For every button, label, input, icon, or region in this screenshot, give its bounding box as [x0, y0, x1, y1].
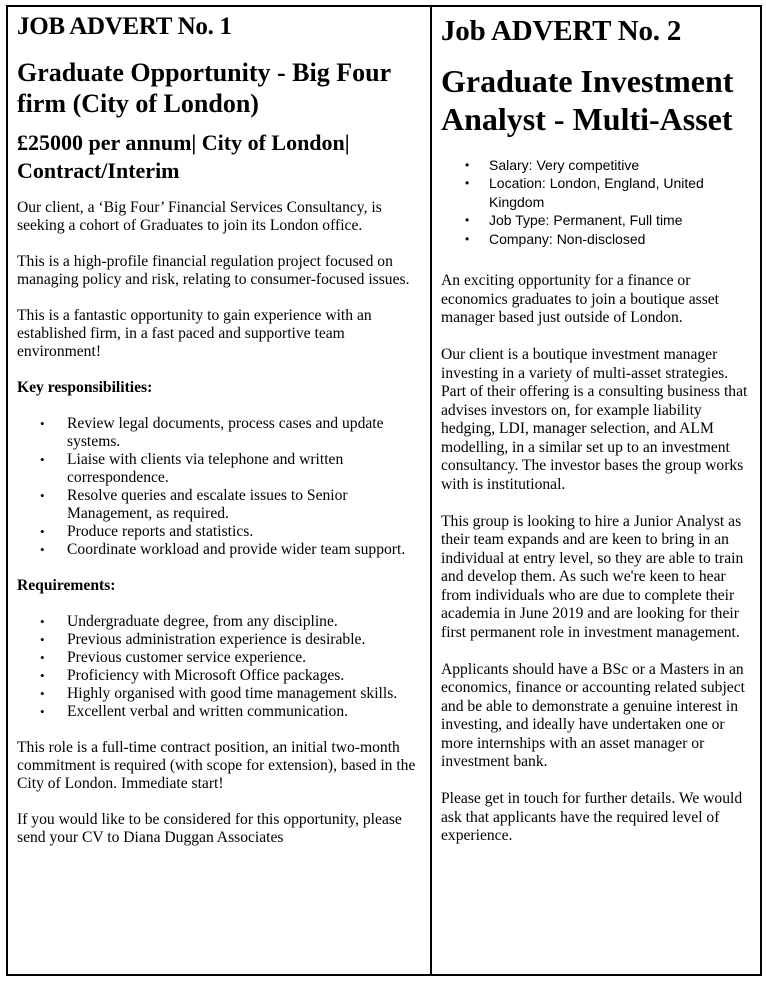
- bullet-icon: •: [465, 213, 470, 228]
- responsibilities-heading: Key responsibilities:: [17, 378, 153, 396]
- job-advert-1: [8, 7, 432, 974]
- list-item: [17, 667, 422, 685]
- job-fact-salary: [441, 156, 754, 175]
- list-item: [17, 649, 422, 667]
- description-paragraph: Please get in touch for further details. We would ask that applicants have the required level of experience.: [441, 790, 743, 845]
- bullet-icon: •: [40, 667, 45, 683]
- job-advert-2: [432, 7, 760, 974]
- bullet-icon: •: [465, 157, 470, 172]
- description-paragraph: This group is looking to hire a Junior Analyst as their team expands and are keen to bring in an individual at entry level, so they are able to train and develop them. As such we're keen to hear from individuals who are due to complete their academia in June 2019 and are looking for their first permanent role in investment management.: [441, 512, 744, 641]
- bullet-icon: •: [40, 487, 45, 503]
- job-fact-type: [441, 211, 754, 230]
- responsibilities-list: [17, 415, 422, 559]
- list-item-text: Review legal documents, process cases and update systems.: [67, 414, 384, 450]
- list-item-text: Highly organised with good time management skills.: [67, 684, 398, 702]
- list-item: [17, 613, 422, 631]
- bullet-icon: •: [40, 631, 45, 647]
- list-item-text: Undergraduate degree, from any discipline.: [67, 612, 338, 630]
- list-item-text: Previous customer service experience.: [67, 648, 307, 666]
- list-item: [17, 541, 422, 559]
- job-title: Graduate Investment Analyst - Multi-Asset: [441, 62, 734, 137]
- bullet-icon: •: [465, 231, 470, 246]
- job-fact-location: [441, 174, 754, 211]
- job-fact-company: [441, 230, 754, 249]
- list-item: [17, 523, 422, 541]
- intro-paragraph: This is a fantastic opportunity to gain experience with an established firm, in a fast paced and supportive team environment!: [17, 306, 372, 360]
- closing-paragraph: This role is a full-time contract position, an initial two-month commitment is required (with scope for extension), based in the City of London. Immediate start!: [17, 738, 416, 792]
- description-paragraph: Applicants should have a BSc or a Masters in an economics, finance or accounting related subject and be able to demonstrate a genuine interest in investing, and ideally have undertaken one or more internships with an asset manager or investment bank.: [441, 660, 745, 771]
- list-item-text: Excellent verbal and written communication.: [67, 702, 349, 720]
- list-item-text: Coordinate workload and provide wider team support.: [67, 540, 406, 558]
- bullet-icon: •: [40, 613, 45, 629]
- list-item: [17, 415, 422, 451]
- intro-paragraph: Our client, a ‘Big Four’ Financial Services Consultancy, is seeking a cohort of Graduates to join its London office.: [17, 198, 382, 234]
- requirements-list: [17, 613, 422, 721]
- list-item-text: Previous administration experience is desirable.: [67, 630, 366, 648]
- list-item: [17, 451, 422, 487]
- bullet-icon: •: [40, 685, 45, 701]
- bullet-icon: •: [40, 703, 45, 719]
- bullet-icon: •: [40, 415, 45, 431]
- requirements-heading: Requirements:: [17, 576, 116, 594]
- list-item-text: Location: London, England, United Kingdom: [489, 175, 704, 210]
- list-item: [17, 703, 422, 721]
- bullet-icon: •: [40, 541, 45, 557]
- bullet-icon: •: [465, 176, 470, 191]
- intro-paragraph: This is a high-profile financial regulation project focused on managing policy and risk, relating to consumer-focused issues.: [17, 252, 410, 288]
- list-item: [17, 685, 422, 703]
- list-item: [17, 487, 422, 523]
- bullet-icon: •: [40, 649, 45, 665]
- job-facts-list: [441, 156, 754, 249]
- closing-paragraph: If you would like to be considered for this opportunity, please send your CV to Diana Duggan Associates: [17, 810, 402, 846]
- list-item-text: Company: Non-disclosed: [489, 230, 646, 247]
- description-paragraph: Our client is a boutique investment manager investing in a variety of multi-asset strategies. Part of their offering is a consulting business that advises investors on, for example liability hedging, LDI, manager selection, and ALM modelling, in a similar set up to an investment consultancy. The investor bases the group works with is institutional.: [441, 346, 748, 493]
- advert-number: Job ADVERT No. 2: [441, 15, 682, 47]
- bullet-icon: •: [40, 451, 45, 467]
- list-item-text: Job Type: Permanent, Full time: [489, 212, 683, 229]
- advert-number: JOB ADVERT No. 1: [17, 13, 232, 40]
- bullet-icon: •: [40, 523, 45, 539]
- description-paragraph: An exciting opportunity for a finance or economics graduates to join a boutique asset manager based just outside of London.: [441, 272, 720, 327]
- list-item-text: Produce reports and statistics.: [67, 522, 254, 540]
- job-salary-location-type: £25000 per annum| City of London| Contract/Interim: [17, 129, 350, 183]
- list-item-text: Resolve queries and escalate issues to Senior Management, as required.: [67, 486, 348, 522]
- list-item-text: Salary: Very competitive: [489, 156, 640, 173]
- job-title: Graduate Opportunity - Big Four firm (City of London): [17, 57, 391, 118]
- job-adverts-table: [6, 5, 762, 976]
- list-item: [17, 631, 422, 649]
- list-item-text: Proficiency with Microsoft Office packages.: [67, 666, 345, 684]
- list-item-text: Liaise with clients via telephone and written correspondence.: [67, 450, 344, 486]
